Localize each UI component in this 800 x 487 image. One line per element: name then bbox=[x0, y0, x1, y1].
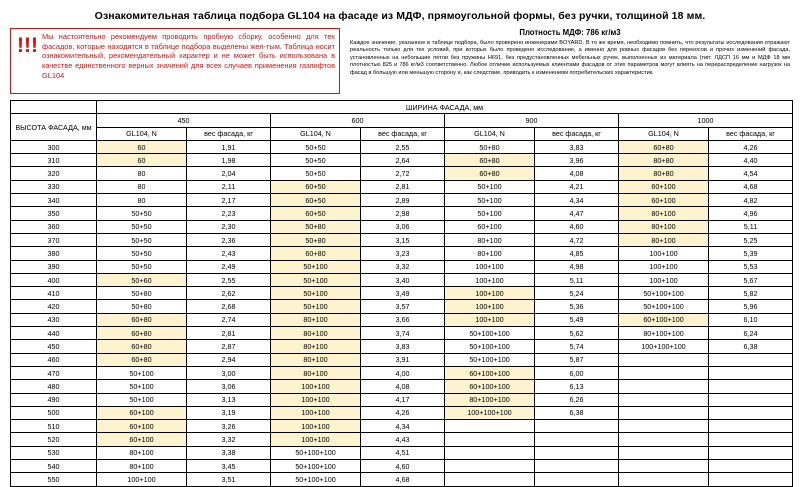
table-cell: 4,34 bbox=[535, 194, 619, 207]
row-height-value: 340 bbox=[11, 194, 97, 207]
table-cell: 4,21 bbox=[535, 180, 619, 193]
table-cell: 80+80 bbox=[619, 154, 709, 167]
table-cell: 2,89 bbox=[361, 194, 445, 207]
table-cell: 80+100 bbox=[271, 353, 361, 366]
table-cell: 5,25 bbox=[709, 233, 793, 246]
table-cell: 80+100 bbox=[619, 220, 709, 233]
table-cell: 6,13 bbox=[535, 380, 619, 393]
table-cell: 4,82 bbox=[709, 194, 793, 207]
height-header: ВЫСОТА ФАСАДА, мм bbox=[11, 114, 97, 141]
table-row bbox=[11, 140, 793, 153]
table-row bbox=[11, 167, 793, 180]
table-cell: 50+100 bbox=[271, 273, 361, 286]
subheader-weight-450: вес фасада, кг bbox=[187, 127, 271, 140]
table-cell: 50+100 bbox=[271, 300, 361, 313]
group-1000: 1000 bbox=[619, 114, 793, 127]
table-cell: 60+100+100 bbox=[445, 366, 535, 379]
table-cell: 4,08 bbox=[535, 167, 619, 180]
table-cell: 80+100 bbox=[445, 233, 535, 246]
table-cell: 3,15 bbox=[361, 233, 445, 246]
table-cell: 80+100+100 bbox=[619, 327, 709, 340]
row-height-value: 320 bbox=[11, 167, 97, 180]
table-row bbox=[11, 446, 793, 459]
table-row bbox=[11, 260, 793, 273]
row-height-value: 510 bbox=[11, 420, 97, 433]
density-label: Плотность МДФ: 786 кг/м3 bbox=[519, 28, 621, 37]
group-450: 450 bbox=[97, 114, 271, 127]
table-cell: 2,74 bbox=[187, 313, 271, 326]
table-cell: 100+100 bbox=[619, 247, 709, 260]
table-cell: 4,68 bbox=[361, 473, 445, 486]
table-cell: 100+100 bbox=[271, 393, 361, 406]
table-cell: 80+100 bbox=[619, 207, 709, 220]
table-cell: 50+100+100 bbox=[445, 353, 535, 366]
table-cell: 50+80 bbox=[97, 300, 187, 313]
table-cell: 50+50 bbox=[271, 140, 361, 153]
table-header-row-sub bbox=[11, 127, 793, 140]
table-cell: 3,83 bbox=[361, 340, 445, 353]
row-height-value: 410 bbox=[11, 287, 97, 300]
table-cell: 100+100 bbox=[445, 300, 535, 313]
table-cell: 80+100 bbox=[271, 340, 361, 353]
table-cell bbox=[709, 433, 793, 446]
table-cell bbox=[709, 353, 793, 366]
table-cell: 60 bbox=[97, 154, 187, 167]
table-cell: 5,11 bbox=[535, 273, 619, 286]
table-row bbox=[11, 207, 793, 220]
table-cell: 5,87 bbox=[535, 353, 619, 366]
table-cell: 4,72 bbox=[535, 233, 619, 246]
table-cell: 2,17 bbox=[187, 194, 271, 207]
table-cell: 2,72 bbox=[361, 167, 445, 180]
note-text: Каждое значение, указанное в таблице подбора, было проверено инженерами BOYARD. В то же время, необходимо помнить, что результаты исследования отражают реальность только для тех условий, при которых было проведено исследование, а именно для ровных фасадов без перекосов и прочих изменений фасада, установленных на небольшие петли без пружины H691, без предустановленных мебельных ручек, выполненных из материала (тип: ЛДСП 16 мм и МДФ 18 мм плотностью 825 и 786 кг/м3 соответственно. Любое отличие используемых клиентами фасадов от этих параметров могут влиять на перераспределение нагрузок на фасад в большую или меньшую сторону и, как следствие, приводить к изменениям потребительских характеристик. bbox=[350, 40, 790, 76]
table-cell: 80+100 bbox=[445, 247, 535, 260]
table-head bbox=[11, 101, 793, 141]
table-cell: 2,81 bbox=[187, 327, 271, 340]
table-cell: 3,57 bbox=[361, 300, 445, 313]
table-cell: 50+100+100 bbox=[271, 473, 361, 486]
row-height-value: 350 bbox=[11, 207, 97, 220]
subheader-gl104-600: GL104, N bbox=[271, 127, 361, 140]
table-cell: 80+100+100 bbox=[445, 393, 535, 406]
table-cell: 50+100 bbox=[271, 260, 361, 273]
table-cell: 4,51 bbox=[361, 446, 445, 459]
row-height-value: 470 bbox=[11, 366, 97, 379]
table-cell bbox=[535, 446, 619, 459]
table-row bbox=[11, 154, 793, 167]
table-cell: 2,49 bbox=[187, 260, 271, 273]
table-cell: 5,39 bbox=[709, 247, 793, 260]
table-cell: 4,26 bbox=[709, 140, 793, 153]
table-cell: 60+80 bbox=[97, 313, 187, 326]
table-row bbox=[11, 194, 793, 207]
table-cell: 60+50 bbox=[271, 194, 361, 207]
table-cell: 60+80 bbox=[445, 154, 535, 167]
table-cell: 3,83 bbox=[535, 140, 619, 153]
table-cell: 60+100+100 bbox=[619, 313, 709, 326]
width-header: ШИРИНА ФАСАДА, мм bbox=[97, 101, 793, 114]
table-row bbox=[11, 433, 793, 446]
table-cell: 80+100 bbox=[271, 366, 361, 379]
table-row bbox=[11, 220, 793, 233]
table-cell: 50+100+100 bbox=[445, 327, 535, 340]
table-cell: 50+50 bbox=[97, 247, 187, 260]
table-cell: 60+80 bbox=[97, 327, 187, 340]
table-cell: 100+100 bbox=[445, 287, 535, 300]
row-height-value: 370 bbox=[11, 233, 97, 246]
table-cell: 60+100 bbox=[445, 220, 535, 233]
table-cell: 5,53 bbox=[709, 260, 793, 273]
table-cell bbox=[619, 353, 709, 366]
table-cell: 50+100+100 bbox=[271, 460, 361, 473]
table-cell: 50+50 bbox=[271, 167, 361, 180]
row-height-value: 390 bbox=[11, 260, 97, 273]
table-cell bbox=[709, 446, 793, 459]
table-cell: 50+100+100 bbox=[445, 340, 535, 353]
table-cell: 80+100 bbox=[97, 460, 187, 473]
table-row bbox=[11, 366, 793, 379]
row-height-value: 380 bbox=[11, 247, 97, 260]
table-cell bbox=[709, 393, 793, 406]
table-cell bbox=[535, 420, 619, 433]
table-cell bbox=[619, 366, 709, 379]
table-cell: 4,47 bbox=[535, 207, 619, 220]
table-cell: 100+100 bbox=[445, 260, 535, 273]
table-cell: 80 bbox=[97, 180, 187, 193]
table-row bbox=[11, 300, 793, 313]
table-row bbox=[11, 247, 793, 260]
subheader-weight-1000: вес фасада, кг bbox=[709, 127, 793, 140]
table-cell: 3,19 bbox=[187, 406, 271, 419]
table-cell: 4,68 bbox=[709, 180, 793, 193]
table-cell: 2,36 bbox=[187, 233, 271, 246]
table-cell bbox=[709, 420, 793, 433]
table-cell: 60+100+100 bbox=[445, 380, 535, 393]
table-cell: 50+50 bbox=[97, 233, 187, 246]
table-cell: 2,23 bbox=[187, 207, 271, 220]
table-cell: 4,98 bbox=[535, 260, 619, 273]
table-cell: 100+100 bbox=[619, 273, 709, 286]
table-row bbox=[11, 327, 793, 340]
subheader-gl104-900: GL104, N bbox=[445, 127, 535, 140]
table-cell: 1,98 bbox=[187, 154, 271, 167]
table-cell: 50+100 bbox=[445, 207, 535, 220]
table-row bbox=[11, 233, 793, 246]
table-cell: 80+100 bbox=[97, 446, 187, 459]
table-cell: 50+100 bbox=[97, 393, 187, 406]
selection-table bbox=[10, 100, 793, 487]
table-cell: 2,98 bbox=[361, 207, 445, 220]
row-height-value: 490 bbox=[11, 393, 97, 406]
table-cell: 100+100 bbox=[271, 380, 361, 393]
table-cell: 50+80 bbox=[271, 233, 361, 246]
table-cell bbox=[619, 380, 709, 393]
table-cell: 50+80 bbox=[97, 287, 187, 300]
table-cell: 4,26 bbox=[361, 406, 445, 419]
table-cell: 4,43 bbox=[361, 433, 445, 446]
row-height-value: 450 bbox=[11, 340, 97, 353]
table-header-row-width bbox=[11, 101, 793, 114]
subheader-gl104-450: GL104, N bbox=[97, 127, 187, 140]
row-height-value: 300 bbox=[11, 140, 97, 153]
group-600: 600 bbox=[271, 114, 445, 127]
table-cell: 1,91 bbox=[187, 140, 271, 153]
table-cell: 60+50 bbox=[271, 207, 361, 220]
row-height-value: 330 bbox=[11, 180, 97, 193]
table-cell: 3,06 bbox=[187, 380, 271, 393]
table-cell: 50+100+100 bbox=[619, 300, 709, 313]
corner-cell bbox=[11, 101, 97, 114]
table-cell: 80 bbox=[97, 167, 187, 180]
table-cell: 2,68 bbox=[187, 300, 271, 313]
row-height-value: 500 bbox=[11, 406, 97, 419]
table-cell: 5,11 bbox=[709, 220, 793, 233]
table-cell bbox=[445, 420, 535, 433]
table-cell: 2,43 bbox=[187, 247, 271, 260]
intro-section bbox=[10, 28, 790, 94]
table-cell: 100+100 bbox=[97, 473, 187, 486]
table-cell: 3,23 bbox=[361, 247, 445, 260]
table-cell: 5,49 bbox=[535, 313, 619, 326]
table-row bbox=[11, 273, 793, 286]
table-row bbox=[11, 380, 793, 393]
table-cell bbox=[619, 473, 709, 486]
table-cell: 60 bbox=[97, 140, 187, 153]
warning-text: Мы настоятельно рекомендуем проводить пробную сборку, особенно для тех фасадов, которые находятся в таблице подбора выделены жел-тым. Таблица носит ознакомительный, рекомендательный характер и не может быть использована в качестве единственного верных значений для всех случаев применения газлифтов GL104 bbox=[41, 32, 335, 80]
table-row bbox=[11, 313, 793, 326]
table-cell: 2,87 bbox=[187, 340, 271, 353]
table-cell: 50+100+100 bbox=[619, 287, 709, 300]
table-row bbox=[11, 473, 793, 486]
table-cell: 50+50 bbox=[97, 207, 187, 220]
table-cell: 100+100 bbox=[271, 433, 361, 446]
table-cell bbox=[535, 473, 619, 486]
warning-box bbox=[10, 28, 340, 94]
table-cell: 60+80 bbox=[97, 340, 187, 353]
group-900: 900 bbox=[445, 114, 619, 127]
table-cell: 3,00 bbox=[187, 366, 271, 379]
table-cell: 50+50 bbox=[271, 154, 361, 167]
table-cell: 100+100+100 bbox=[619, 340, 709, 353]
table-cell: 6,24 bbox=[709, 327, 793, 340]
table-header-row-groups bbox=[11, 114, 793, 127]
table-cell: 60+80 bbox=[445, 167, 535, 180]
exclamation-icon: !!! bbox=[17, 34, 38, 57]
table-cell: 50+50 bbox=[97, 260, 187, 273]
row-height-value: 480 bbox=[11, 380, 97, 393]
table-cell: 3,45 bbox=[187, 460, 271, 473]
table-cell: 3,06 bbox=[361, 220, 445, 233]
table-cell: 4,54 bbox=[709, 167, 793, 180]
table-cell: 50+100 bbox=[97, 380, 187, 393]
table-cell: 2,55 bbox=[187, 273, 271, 286]
info-column bbox=[346, 28, 790, 77]
row-height-value: 540 bbox=[11, 460, 97, 473]
table-cell: 50+80 bbox=[445, 140, 535, 153]
table-cell: 50+100 bbox=[445, 194, 535, 207]
table-cell: 80+80 bbox=[619, 167, 709, 180]
table-row bbox=[11, 460, 793, 473]
table-cell bbox=[619, 433, 709, 446]
table-cell: 6,10 bbox=[709, 313, 793, 326]
table-cell: 100+100 bbox=[271, 406, 361, 419]
table-cell: 60+80 bbox=[97, 353, 187, 366]
row-height-value: 520 bbox=[11, 433, 97, 446]
table-cell: 60+100 bbox=[619, 180, 709, 193]
table-cell bbox=[709, 366, 793, 379]
table-cell: 3,26 bbox=[187, 420, 271, 433]
table-cell: 3,51 bbox=[187, 473, 271, 486]
table-cell: 3,49 bbox=[361, 287, 445, 300]
table-cell bbox=[535, 460, 619, 473]
table-cell: 4,08 bbox=[361, 380, 445, 393]
table-cell: 3,32 bbox=[187, 433, 271, 446]
table-row bbox=[11, 393, 793, 406]
table-cell: 4,60 bbox=[535, 220, 619, 233]
table-row bbox=[11, 287, 793, 300]
table-cell: 4,40 bbox=[709, 154, 793, 167]
table-cell: 100+100 bbox=[445, 273, 535, 286]
table-cell: 50+100 bbox=[271, 287, 361, 300]
table-row bbox=[11, 353, 793, 366]
table-cell: 60+80 bbox=[271, 247, 361, 260]
table-cell: 3,40 bbox=[361, 273, 445, 286]
table-cell: 100+100 bbox=[445, 313, 535, 326]
subheader-weight-600: вес фасада, кг bbox=[361, 127, 445, 140]
table-cell bbox=[445, 433, 535, 446]
table-cell bbox=[709, 406, 793, 419]
table-cell: 5,74 bbox=[535, 340, 619, 353]
table-cell bbox=[709, 473, 793, 486]
table-cell: 60+100 bbox=[619, 194, 709, 207]
table-cell: 3,13 bbox=[187, 393, 271, 406]
table-cell: 4,17 bbox=[361, 393, 445, 406]
row-height-value: 460 bbox=[11, 353, 97, 366]
table-row bbox=[11, 406, 793, 419]
table-cell: 6,38 bbox=[709, 340, 793, 353]
table-cell bbox=[445, 446, 535, 459]
table-cell bbox=[709, 460, 793, 473]
table-row bbox=[11, 340, 793, 353]
table-cell: 2,04 bbox=[187, 167, 271, 180]
table-cell: 50+50 bbox=[97, 220, 187, 233]
row-height-value: 420 bbox=[11, 300, 97, 313]
table-cell: 6,26 bbox=[535, 393, 619, 406]
table-cell: 50+80 bbox=[271, 220, 361, 233]
table-cell: 2,55 bbox=[361, 140, 445, 153]
table-cell: 3,96 bbox=[535, 154, 619, 167]
table-cell: 2,64 bbox=[361, 154, 445, 167]
table-cell bbox=[709, 380, 793, 393]
table-cell: 5,96 bbox=[709, 300, 793, 313]
table-cell: 60+100 bbox=[97, 420, 187, 433]
table-cell: 50+60 bbox=[97, 273, 187, 286]
table-cell: 4,34 bbox=[361, 420, 445, 433]
table-cell: 3,91 bbox=[361, 353, 445, 366]
table-cell bbox=[619, 393, 709, 406]
table-cell: 4,96 bbox=[709, 207, 793, 220]
table-cell: 4,85 bbox=[535, 247, 619, 260]
table-cell: 2,81 bbox=[361, 180, 445, 193]
table-cell: 60+100 bbox=[97, 433, 187, 446]
table-cell: 50+100 bbox=[97, 366, 187, 379]
table-cell: 3,32 bbox=[361, 260, 445, 273]
table-cell: 5,67 bbox=[709, 273, 793, 286]
table-cell bbox=[445, 460, 535, 473]
table-cell bbox=[619, 460, 709, 473]
table-cell: 80 bbox=[97, 194, 187, 207]
table-cell bbox=[445, 473, 535, 486]
table-cell: 4,00 bbox=[361, 366, 445, 379]
row-height-value: 360 bbox=[11, 220, 97, 233]
table-cell bbox=[619, 406, 709, 419]
table-cell: 5,82 bbox=[709, 287, 793, 300]
row-height-value: 430 bbox=[11, 313, 97, 326]
subheader-weight-900: вес фасада, кг bbox=[535, 127, 619, 140]
table-cell: 50+100+100 bbox=[271, 446, 361, 459]
table-row bbox=[11, 180, 793, 193]
table-cell: 2,30 bbox=[187, 220, 271, 233]
table-cell: 100+100+100 bbox=[445, 406, 535, 419]
table-cell: 2,11 bbox=[187, 180, 271, 193]
table-cell: 5,24 bbox=[535, 287, 619, 300]
subheader-gl104-1000: GL104, N bbox=[619, 127, 709, 140]
table-cell: 80+100 bbox=[271, 313, 361, 326]
table-cell: 6,38 bbox=[535, 406, 619, 419]
table-cell: 6,00 bbox=[535, 366, 619, 379]
table-cell: 2,94 bbox=[187, 353, 271, 366]
table-cell: 60+100 bbox=[97, 406, 187, 419]
table-cell: 5,36 bbox=[535, 300, 619, 313]
table-cell: 80+100 bbox=[619, 233, 709, 246]
table-cell: 50+100 bbox=[445, 180, 535, 193]
table-cell: 60+80 bbox=[619, 140, 709, 153]
table-row bbox=[11, 420, 793, 433]
table-cell: 2,62 bbox=[187, 287, 271, 300]
table-cell: 4,60 bbox=[361, 460, 445, 473]
table-cell: 3,38 bbox=[187, 446, 271, 459]
table-cell bbox=[535, 433, 619, 446]
table-cell: 3,66 bbox=[361, 313, 445, 326]
table-body bbox=[11, 140, 793, 486]
page-title: Ознакомительная таблица подбора GL104 на фасаде из МДФ, прямоугольной формы, без ручки, толщиной 18 мм. bbox=[94, 10, 706, 22]
row-height-value: 400 bbox=[11, 273, 97, 286]
table-cell bbox=[619, 420, 709, 433]
table-cell: 60+50 bbox=[271, 180, 361, 193]
table-cell: 3,74 bbox=[361, 327, 445, 340]
row-height-value: 530 bbox=[11, 446, 97, 459]
row-height-value: 440 bbox=[11, 327, 97, 340]
table-cell: 100+100 bbox=[619, 260, 709, 273]
table-cell: 100+100 bbox=[271, 420, 361, 433]
table-cell bbox=[619, 446, 709, 459]
row-height-value: 310 bbox=[11, 154, 97, 167]
table-cell: 5,62 bbox=[535, 327, 619, 340]
row-height-value: 550 bbox=[11, 473, 97, 486]
table-cell: 80+100 bbox=[271, 327, 361, 340]
